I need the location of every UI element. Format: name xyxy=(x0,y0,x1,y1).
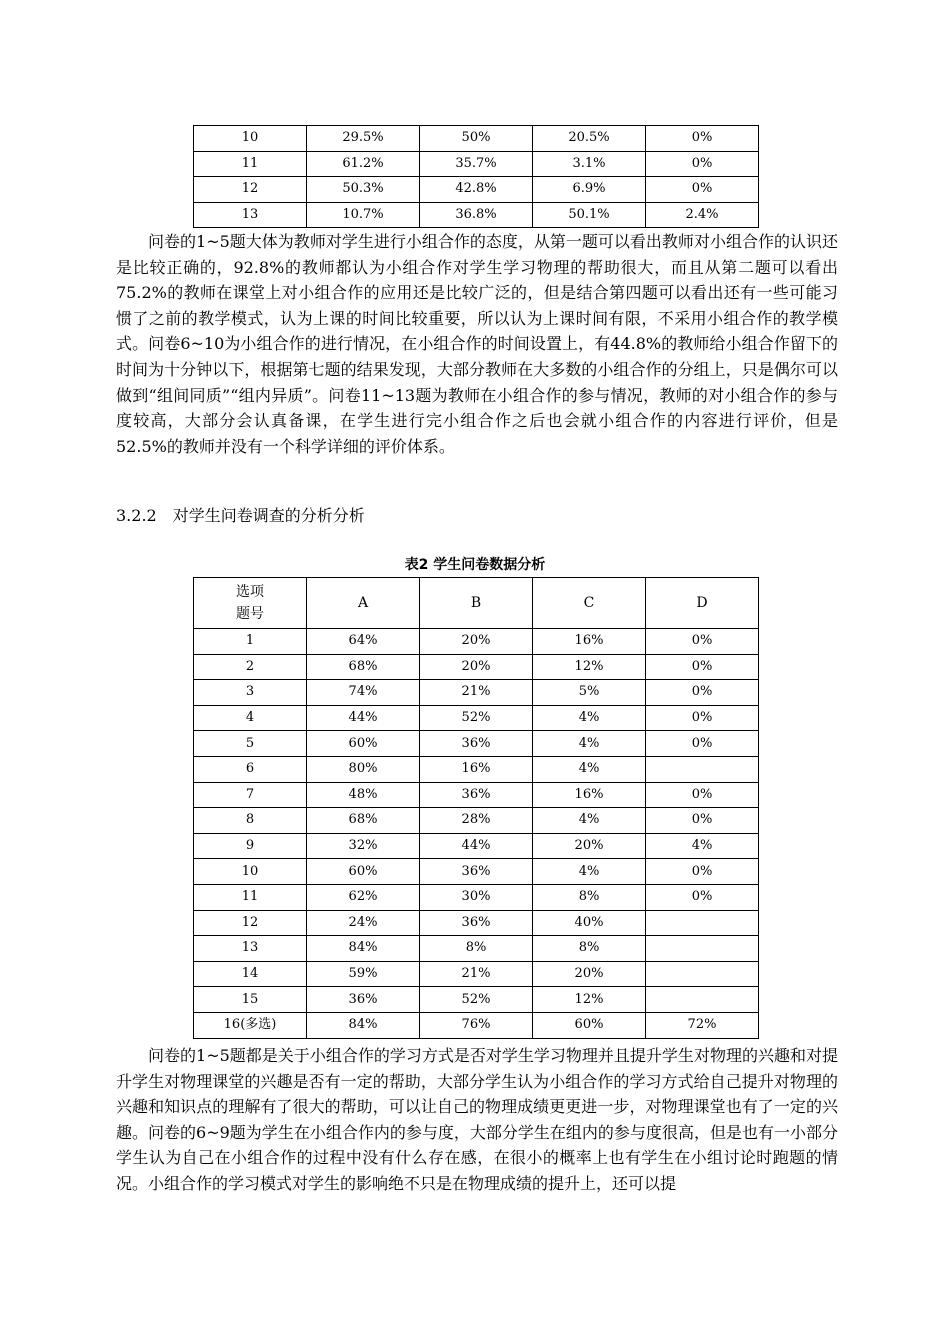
question-number-cell: 7 xyxy=(194,782,307,808)
percentage-cell: 50.3% xyxy=(307,177,420,203)
percentage-cell: 16% xyxy=(533,782,646,808)
percentage-cell: 48% xyxy=(307,782,420,808)
percentage-cell: 42.8% xyxy=(420,177,533,203)
percentage-cell: 4% xyxy=(533,731,646,757)
percentage-cell: 36% xyxy=(420,731,533,757)
column-header-b: B xyxy=(420,578,533,629)
percentage-cell: 64% xyxy=(307,629,420,655)
percentage-cell xyxy=(646,936,759,962)
section-heading: 3.2.2 对学生问卷调查的分析分析 xyxy=(116,506,365,525)
percentage-cell: 8% xyxy=(533,884,646,910)
percentage-cell: 50.1% xyxy=(533,202,646,228)
percentage-cell: 62% xyxy=(307,884,420,910)
percentage-cell: 44% xyxy=(307,705,420,731)
percentage-cell: 4% xyxy=(533,808,646,834)
percentage-cell: 2.4% xyxy=(646,202,759,228)
percentage-cell: 40% xyxy=(533,910,646,936)
percentage-cell: 12% xyxy=(533,654,646,680)
percentage-cell: 60% xyxy=(307,859,420,885)
table-row xyxy=(194,884,759,910)
student-survey-table xyxy=(193,577,759,1039)
percentage-cell: 61.2% xyxy=(307,151,420,177)
table-row xyxy=(194,731,759,757)
percentage-cell: 68% xyxy=(307,808,420,834)
percentage-cell: 16% xyxy=(533,629,646,655)
table-corner-header xyxy=(194,578,307,629)
percentage-cell: 68% xyxy=(307,654,420,680)
question-number-cell: 13 xyxy=(194,202,307,228)
table-row xyxy=(194,961,759,987)
percentage-cell: 10.7% xyxy=(307,202,420,228)
percentage-cell: 0% xyxy=(646,808,759,834)
corner-options-label: 选项 xyxy=(236,584,264,600)
question-number-cell: 11 xyxy=(194,151,307,177)
percentage-cell: 50% xyxy=(420,126,533,152)
table-row xyxy=(194,910,759,936)
percentage-cell: 0% xyxy=(646,782,759,808)
percentage-cell: 35.7% xyxy=(420,151,533,177)
question-number-cell: 2 xyxy=(194,654,307,680)
question-number-cell: 10 xyxy=(194,859,307,885)
question-number-cell: 15 xyxy=(194,987,307,1013)
question-number-cell: 11 xyxy=(194,884,307,910)
teacher-survey-analysis-paragraph: 问卷的1~5题大体为教师对学生进行小组合作的态度，从第一题可以看出教师对小组合作的认识还是比较正确的，92.8%的教师都认为小组合作对学生学习物理的帮助很大，而且从第二题可以看出75.2%的教师在课堂上对小组合作的应用还是比较广泛的，但是结合第四题可以看出还有一些可能习惯了之前的教学模式，认为上课的时间比较重要，所以认为上课时间有限，不采用小组合作的教学模式。问卷6~10为小组合作的进行情况，在小组合作的时间设置上，有44.8%的教师给小组合作留下的时间为十分钟以下，根据第七题的结果发现，大部分教师在大多数的小组合作的分组上，只是偶尔可以做到“组间同质”“组内异质”。问卷11~13题为教师在小组合作的参与情况，教师的对小组合作的参与度较高，大部分会认真备课，在学生进行完小组合作之后也会就小组合作的内容进行评价，但是52.5%的教师并没有一个科学详细的评价体系。 xyxy=(116,232,838,456)
percentage-cell: 76% xyxy=(420,1012,533,1038)
percentage-cell: 8% xyxy=(420,936,533,962)
corner-question-label: 题号 xyxy=(236,606,264,622)
percentage-cell: 52% xyxy=(420,705,533,731)
question-number-cell: 10 xyxy=(194,126,307,152)
percentage-cell: 59% xyxy=(307,961,420,987)
question-number-cell: 9 xyxy=(194,833,307,859)
teacher-survey-table-continued xyxy=(193,125,759,228)
percentage-cell: 84% xyxy=(307,936,420,962)
percentage-cell: 12% xyxy=(533,987,646,1013)
percentage-cell: 20% xyxy=(420,654,533,680)
table-row xyxy=(194,680,759,706)
percentage-cell: 0% xyxy=(646,705,759,731)
percentage-cell xyxy=(646,961,759,987)
percentage-cell: 16% xyxy=(420,756,533,782)
percentage-cell: 0% xyxy=(646,731,759,757)
table-row xyxy=(194,1012,759,1038)
table-row xyxy=(194,859,759,885)
percentage-cell: 0% xyxy=(646,654,759,680)
column-header-a: A xyxy=(307,578,420,629)
percentage-cell: 0% xyxy=(646,884,759,910)
question-number-cell: 5 xyxy=(194,731,307,757)
question-number-cell: 6 xyxy=(194,756,307,782)
table-row xyxy=(194,202,759,228)
percentage-cell xyxy=(646,910,759,936)
percentage-cell: 4% xyxy=(533,756,646,782)
question-number-cell: 3 xyxy=(194,680,307,706)
percentage-cell: 20% xyxy=(533,961,646,987)
percentage-cell: 0% xyxy=(646,629,759,655)
percentage-cell: 36.8% xyxy=(420,202,533,228)
table-row xyxy=(194,654,759,680)
percentage-cell: 0% xyxy=(646,859,759,885)
percentage-cell: 44% xyxy=(420,833,533,859)
table-row xyxy=(194,126,759,152)
percentage-cell: 36% xyxy=(307,987,420,1013)
percentage-cell: 0% xyxy=(646,126,759,152)
table-row xyxy=(194,936,759,962)
table-row xyxy=(194,151,759,177)
percentage-cell: 8% xyxy=(533,936,646,962)
percentage-cell: 21% xyxy=(420,680,533,706)
percentage-cell: 24% xyxy=(307,910,420,936)
question-number-cell: 12 xyxy=(194,177,307,203)
percentage-cell: 36% xyxy=(420,859,533,885)
percentage-cell: 60% xyxy=(533,1012,646,1038)
question-number-cell: 12 xyxy=(194,910,307,936)
percentage-cell: 60% xyxy=(307,731,420,757)
percentage-cell: 28% xyxy=(420,808,533,834)
column-header-d: D xyxy=(646,578,759,629)
table-row xyxy=(194,833,759,859)
question-number-cell: 14 xyxy=(194,961,307,987)
table-caption: 表2 学生问卷数据分析 xyxy=(404,557,546,573)
table-row xyxy=(194,808,759,834)
percentage-cell: 74% xyxy=(307,680,420,706)
table-row xyxy=(194,177,759,203)
question-number-cell: 1 xyxy=(194,629,307,655)
question-number-cell: 4 xyxy=(194,705,307,731)
percentage-cell: 36% xyxy=(420,782,533,808)
percentage-cell: 36% xyxy=(420,910,533,936)
question-number-cell: 16(多选) xyxy=(194,1012,307,1038)
percentage-cell: 72% xyxy=(646,1012,759,1038)
percentage-cell: 4% xyxy=(646,833,759,859)
percentage-cell: 80% xyxy=(307,756,420,782)
table-row xyxy=(194,987,759,1013)
percentage-cell: 5% xyxy=(533,680,646,706)
student-survey-analysis-paragraph: 问卷的1~5题都是关于小组合作的学习方式是否对学生学习物理并且提升学生对物理的兴趣和对提升学生对物理课堂的兴趣是否有一定的帮助，大部分学生认为小组合作的学习方式给自己提升对物理的兴趣和知识点的理解有了很大的帮助，可以让自己的物理成绩更更进一步，对物理课堂也有了一定的兴趣。问卷的6~9题为学生在小组合作内的参与度，大部分学生在组内的参与度很高，但是也有一小部分学生认为自己在小组合作的过程中没有什么存在感，在很小的概率上也有学生在小组讨论时跑题的情况。小组合作的学习模式对学生的影响绝不只是在物理成绩的提升上，还可以提 xyxy=(116,1046,838,1193)
percentage-cell: 52% xyxy=(420,987,533,1013)
percentage-cell: 0% xyxy=(646,177,759,203)
percentage-cell: 6.9% xyxy=(533,177,646,203)
percentage-cell: 3.1% xyxy=(533,151,646,177)
percentage-cell: 20% xyxy=(420,629,533,655)
percentage-cell: 0% xyxy=(646,680,759,706)
column-header-c: C xyxy=(533,578,646,629)
table-row xyxy=(194,756,759,782)
percentage-cell: 84% xyxy=(307,1012,420,1038)
percentage-cell: 20.5% xyxy=(533,126,646,152)
table-row xyxy=(194,705,759,731)
percentage-cell xyxy=(646,756,759,782)
percentage-cell: 4% xyxy=(533,705,646,731)
percentage-cell xyxy=(646,987,759,1013)
table-header-row xyxy=(194,578,759,629)
percentage-cell: 0% xyxy=(646,151,759,177)
percentage-cell: 32% xyxy=(307,833,420,859)
table-row xyxy=(194,782,759,808)
table-row xyxy=(194,629,759,655)
question-number-cell: 13 xyxy=(194,936,307,962)
percentage-cell: 21% xyxy=(420,961,533,987)
question-number-cell: 8 xyxy=(194,808,307,834)
percentage-cell: 4% xyxy=(533,859,646,885)
percentage-cell: 20% xyxy=(533,833,646,859)
percentage-cell: 30% xyxy=(420,884,533,910)
percentage-cell: 29.5% xyxy=(307,126,420,152)
